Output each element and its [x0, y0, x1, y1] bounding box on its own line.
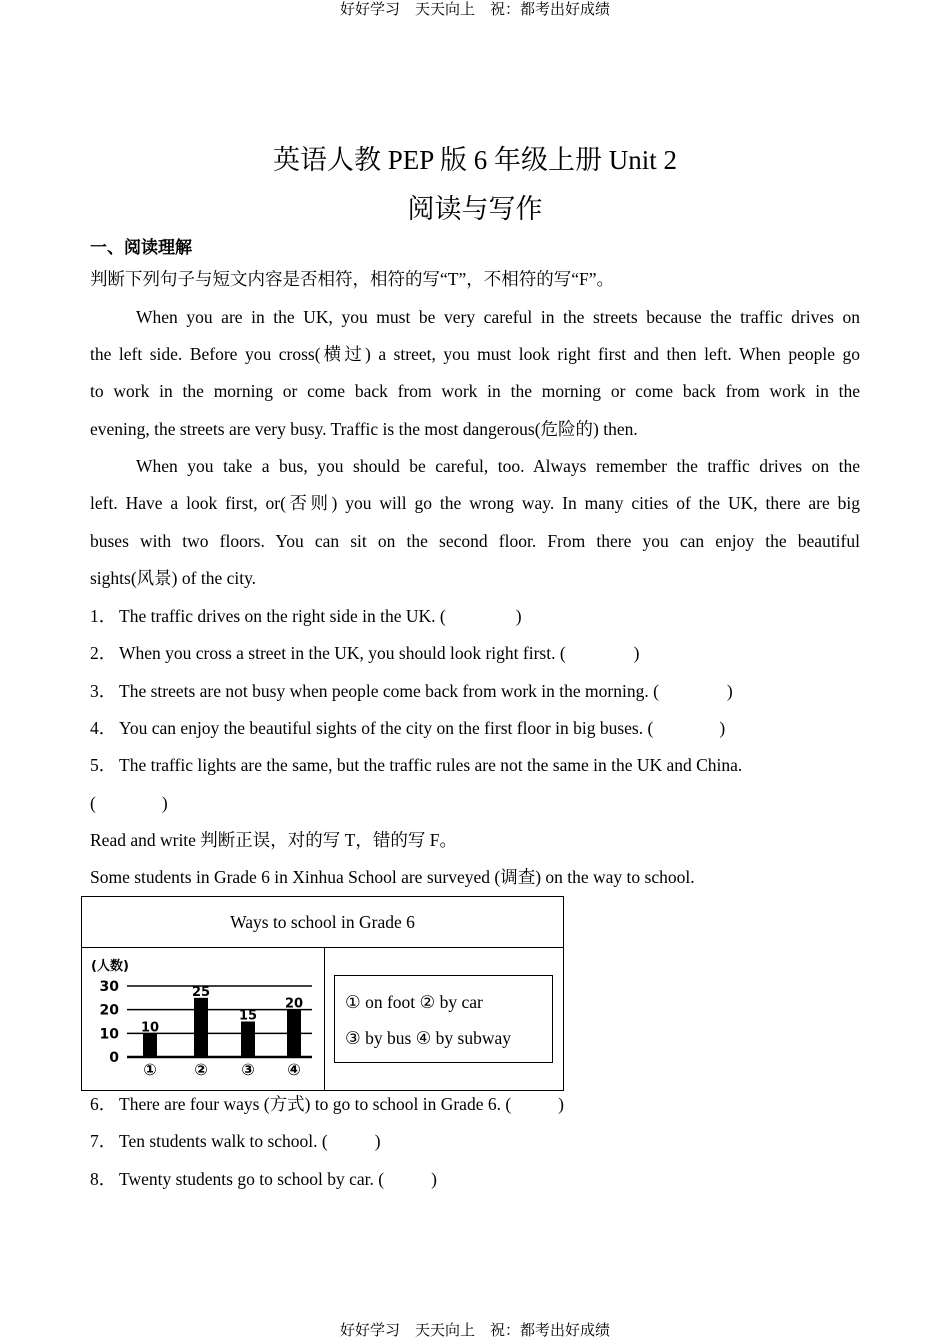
- question-text: Ten students walk to school. (: [119, 1131, 328, 1151]
- question-close: ): [515, 606, 522, 626]
- y-axis-label: (人数): [91, 959, 129, 974]
- question-item: [90, 1167, 437, 1191]
- question-text: There are four ways (方式) to go to school in Grade 6. (: [119, 1094, 512, 1114]
- survey-intro: Some students in Grade 6 in Xinhua School are surveyed (调查) on the way to school.: [90, 867, 695, 887]
- question-close: ): [374, 1131, 381, 1151]
- question-item: [90, 716, 725, 740]
- passage-line: to work in the morning or come back from work in the morning or come back from work in the: [90, 381, 860, 401]
- question-item: [90, 1129, 381, 1153]
- question-text: The traffic drives on the right side in the UK. (: [119, 606, 446, 626]
- passage-line: sights(风景) of the city.: [90, 568, 257, 588]
- document-subtitle: 阅读与写作: [407, 194, 543, 225]
- question-number: 6．: [90, 1094, 117, 1114]
- bar-value-label: 25: [191, 984, 211, 1000]
- question-item: [90, 641, 640, 665]
- question-item: [90, 753, 742, 777]
- bar-value-label: 20: [284, 996, 304, 1012]
- y-tick-label: 10: [99, 1026, 119, 1043]
- page-footer: 好好学习 天天向上 祝：都考出好成绩: [339, 1321, 610, 1339]
- table-caption: Ways to school in Grade 6: [82, 897, 564, 948]
- y-tick-label: 20: [99, 1002, 119, 1019]
- document-title: 英语人教 PEP 版 6 年级上册 Unit 2: [272, 145, 678, 175]
- question-text: You can enjoy the beautiful sights of the city on the first floor in big buses. (: [119, 718, 654, 738]
- question-item: [90, 679, 733, 703]
- passage-line: buses with two floors. You can sit on the second floor. From there you can enjoy the beautiful: [90, 531, 860, 551]
- passage-line: the left side. Before you cross(横过) a street, you must look right first and then left. When people go: [90, 344, 860, 364]
- question-number: 1．: [90, 606, 117, 626]
- passage-line: When you take a bus, you should be careful, too. Always remember the traffic drives on the: [136, 456, 860, 476]
- bar: [194, 998, 208, 1057]
- bar: [241, 1022, 255, 1058]
- question-text: The traffic lights are the same, but the traffic rules are not the same in the UK and China.: [119, 755, 743, 775]
- chart-legend: [334, 975, 553, 1063]
- question-item: [90, 604, 522, 628]
- x-category-label: ②: [194, 1060, 208, 1079]
- survey-table: [81, 896, 564, 1091]
- y-tick-label: 30: [99, 979, 119, 995]
- question-close: ): [161, 793, 168, 813]
- y-tick-label: 0: [109, 1050, 119, 1066]
- question-text: Twenty students go to school by car. (: [119, 1169, 385, 1189]
- page-header: 好好学习 天天向上 祝：都考出好成绩: [339, 0, 610, 18]
- question-text: The streets are not busy when people come back from work in the morning. (: [119, 681, 659, 701]
- question-close: ): [558, 1094, 564, 1114]
- passage-line: When you are in the UK, you must be very careful in the streets because the traffic drives on: [136, 307, 860, 327]
- x-category-label: ①: [143, 1060, 157, 1079]
- x-category-label: ④: [287, 1060, 301, 1079]
- question-number: 5．: [90, 755, 117, 775]
- question-close: ): [726, 681, 733, 701]
- bar-value-label: 10: [140, 1020, 160, 1036]
- bar: [143, 1033, 157, 1057]
- question-close: ): [633, 643, 640, 663]
- bar: [287, 1010, 301, 1057]
- question-number: 7．: [90, 1131, 117, 1151]
- bar-value-label: 15: [238, 1008, 258, 1024]
- passage-line: left. Have a look first, or(否则) you will go the wrong way. In many cities of the UK, there are big: [90, 493, 860, 513]
- question-close: ): [719, 718, 726, 738]
- legend-cell: [325, 948, 564, 1091]
- question-number: 4．: [90, 718, 117, 738]
- chart-cell: [82, 948, 325, 1091]
- legend-row: ① on foot ② by car: [345, 992, 483, 1012]
- legend-row: ③ by bus ④ by subway: [345, 1028, 512, 1048]
- question-close: ): [431, 1169, 437, 1189]
- passage-line: evening, the streets are very busy. Traffic is the most dangerous(危险的) then.: [90, 419, 638, 439]
- question-text: When you cross a street in the UK, you should look right first. (: [119, 643, 566, 663]
- question-number: 8．: [90, 1169, 117, 1189]
- bar-chart: [82, 948, 324, 1085]
- question-number: 3．: [90, 681, 117, 701]
- question-number: 2．: [90, 643, 117, 663]
- x-category-label: ③: [241, 1060, 255, 1079]
- question-open: (: [90, 793, 96, 813]
- section-heading: 一、阅读理解: [90, 238, 192, 258]
- instruction-text: 判断下列句子与短文内容是否相符，相符的写“T”，不相符的写“F”。: [90, 269, 614, 289]
- question-blank-line: [90, 791, 168, 815]
- question-item: [90, 1092, 564, 1116]
- instruction-text: Read and write 判断正误，对的写 T，错的写 F。: [90, 830, 457, 850]
